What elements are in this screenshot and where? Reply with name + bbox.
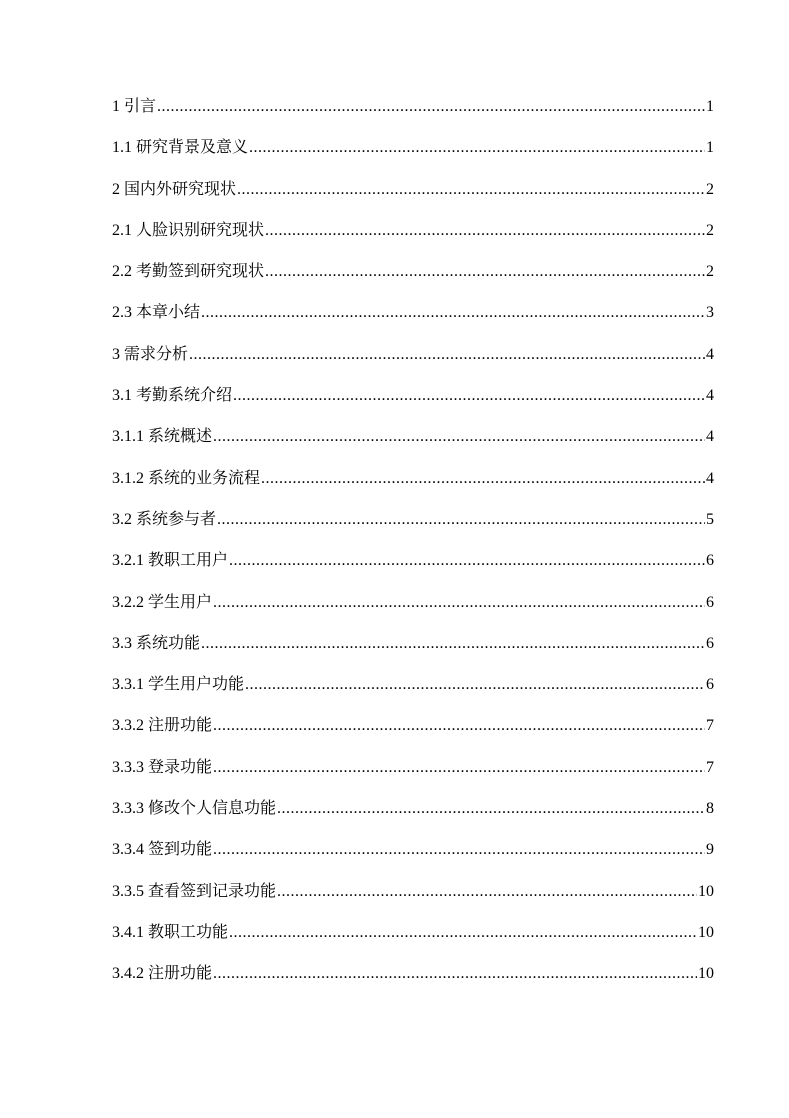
toc-entry-page-number: 9 [706,841,714,859]
toc-entry-page-number: 7 [706,758,714,776]
toc-dot-leader [237,179,705,201]
toc-entry-title: 2.2 考勤签到研究现状 [112,263,265,281]
toc-entry-page-number: 4 [706,428,714,446]
toc-entry[interactable] [112,468,714,509]
toc-entry-title: 3.1 考勤系统介绍 [112,387,233,405]
toc-entry[interactable] [112,715,714,756]
toc-entry-title: 3.1.2 系统的业务流程 [112,469,261,487]
toc-entry[interactable] [112,757,714,798]
toc-entry-page-number: 6 [706,552,714,570]
toc-entry[interactable] [112,798,714,839]
toc-entry-title: 3.1.1 系统概述 [112,428,213,446]
toc-entry-title: 2 国内外研究现状 [112,180,237,198]
toc-entry-title: 3.3.3 修改个人信息功能 [112,800,277,818]
toc-entry-title: 3.4.1 教职工功能 [112,923,229,941]
toc-entry-page-number: 4 [706,387,714,405]
toc-dot-leader [201,302,705,324]
toc-dot-leader [229,550,705,572]
toc-entry-page-number: 3 [706,304,714,322]
toc-entry-page-number: 2 [706,180,714,198]
toc-entry[interactable] [112,96,714,137]
toc-entry-title: 3.4.2 注册功能 [112,965,213,983]
toc-entry-page-number: 10 [698,965,714,983]
toc-dot-leader [245,674,705,696]
toc-entry-page-number: 6 [706,593,714,611]
toc-entry-title: 3.3 系统功能 [112,634,201,652]
toc-entry-title: 1 引言 [112,98,157,115]
table-of-contents [112,96,714,1005]
toc-entry-page-number: 5 [706,510,714,528]
toc-entry[interactable] [112,220,714,261]
toc-entry-title: 3.2.1 教职工用户 [112,552,229,570]
toc-dot-leader [157,96,705,118]
toc-dot-leader [265,261,705,283]
toc-entry[interactable] [112,261,714,302]
toc-entry[interactable] [112,922,714,963]
toc-entry[interactable] [112,137,714,178]
toc-entry-page-number: 6 [706,676,714,694]
toc-entry-title: 3.3.4 签到功能 [112,841,213,859]
toc-entry[interactable] [112,179,714,220]
toc-entry-title: 3.2 系统参与者 [112,510,217,528]
toc-dot-leader [189,344,705,366]
toc-dot-leader [213,426,705,448]
toc-entry-page-number: 10 [698,923,714,941]
toc-dot-leader [213,963,697,985]
toc-dot-leader [277,881,697,903]
toc-entry[interactable] [112,592,714,633]
toc-dot-leader [213,757,705,779]
toc-entry[interactable] [112,633,714,674]
toc-entry-page-number: 2 [706,221,714,239]
toc-entry-page-number: 8 [706,800,714,818]
toc-entry-page-number: 7 [706,717,714,735]
toc-entry[interactable] [112,839,714,880]
toc-dot-leader [265,220,705,242]
toc-entry-title: 3.3.1 学生用户功能 [112,676,245,694]
toc-entry[interactable] [112,302,714,343]
toc-entry[interactable] [112,963,714,1004]
toc-entry-page-number: 1 [706,139,714,157]
toc-entry-title: 1.1 研究背景及意义 [112,139,249,157]
toc-entry[interactable] [112,344,714,385]
toc-entry-title: 2.3 本章小结 [112,304,201,322]
toc-dot-leader [201,633,705,655]
toc-entry[interactable] [112,385,714,426]
toc-dot-leader [213,839,705,861]
toc-entry-title: 3.3.5 查看签到记录功能 [112,882,277,900]
toc-entry-page-number: 10 [698,882,714,900]
toc-dot-leader [277,798,705,820]
toc-dot-leader [213,592,705,614]
toc-entry[interactable] [112,509,714,550]
toc-entry-page-number: 4 [706,469,714,487]
toc-dot-leader [213,715,705,737]
toc-dot-leader [261,468,705,490]
toc-entry-title: 3.2.2 学生用户 [112,593,213,611]
toc-entry-title: 3 需求分析 [112,345,189,363]
toc-entry-title: 2.1 人脸识别研究现状 [112,221,265,239]
toc-entry-page-number: 6 [706,634,714,652]
toc-entry[interactable] [112,881,714,922]
toc-dot-leader [249,137,705,159]
toc-entry[interactable] [112,674,714,715]
toc-dot-leader [233,385,705,407]
toc-entry-page-number: 4 [706,345,714,363]
toc-entry[interactable] [112,426,714,467]
toc-dot-leader [217,509,705,531]
toc-entry-page-number: 2 [706,263,714,281]
toc-dot-leader [229,922,697,944]
toc-entry-title: 3.3.2 注册功能 [112,717,213,735]
toc-entry[interactable] [112,550,714,591]
toc-entry-title: 3.3.3 登录功能 [112,758,213,776]
toc-entry-page-number: 1 [706,98,714,115]
